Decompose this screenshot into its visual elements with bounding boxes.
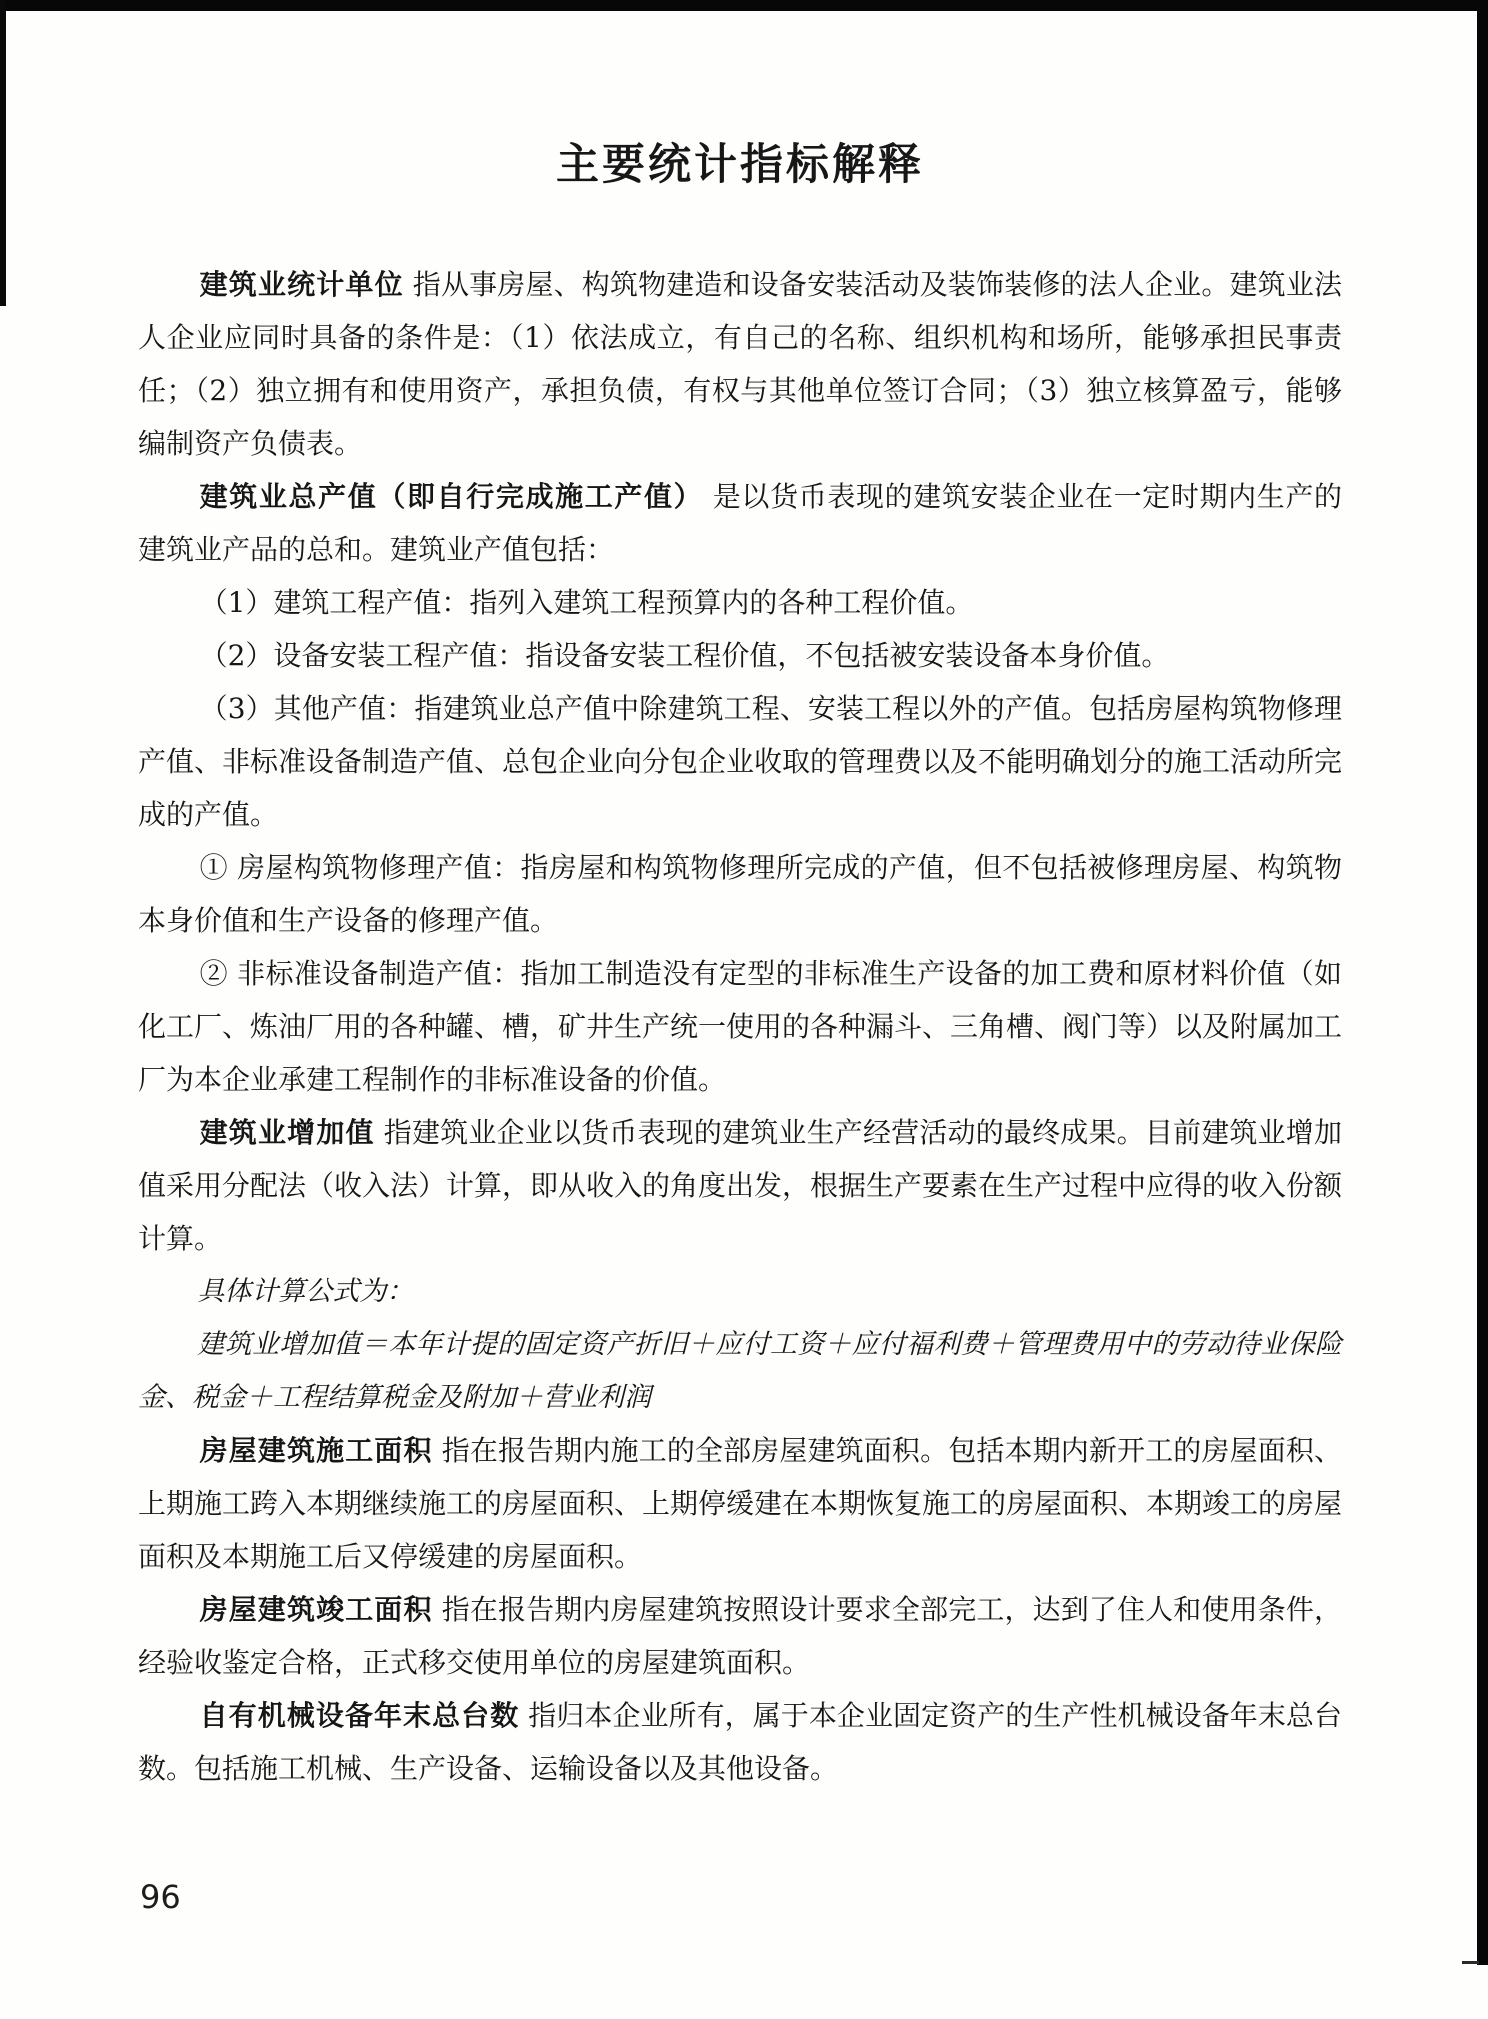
formula-paragraph (138, 1265, 1342, 1318)
paragraph (138, 947, 1342, 1106)
page-number: 96 (140, 1878, 181, 1916)
paragraph (138, 1689, 1342, 1795)
paragraph-text: （2）设备安装工程产值：指设备安装工程价值，不包括被安装设备本身价值。 (199, 639, 1170, 672)
term-label: 房屋建筑竣工面积 (199, 1593, 433, 1626)
paragraph-text: ② 非标准设备制造产值：指加工制造没有定型的非标准生产设备的加工费和原材料价值（如化工厂、炼油厂用的各种罐、槽，矿井生产统一使用的各种漏斗、三角槽、阀门等）以及附属加工厂为本企业承建工程制作的非标准设备的价值。 (138, 957, 1343, 1096)
formula-paragraph (138, 1318, 1342, 1424)
paragraph-text: 指从事房屋、构筑物建造和设备安装活动及装饰装修的法人企业。建筑业法人企业应同时具备的条件是：（1）依法成立，有自己的名称、组织机构和场所，能够承担民事责任；（2）独立拥有和使用资产，承担负债，有权与其他单位签订合同；（3）独立核算盈亏，能够编制资产负债表。 (138, 268, 1342, 460)
paragraph-text: ① 房屋构筑物修理产值：指房屋和构筑物修理所完成的产值，但不包括被修理房屋、构筑物本身价值和生产设备的修理产值。 (138, 851, 1342, 937)
scan-edge-right (1477, 0, 1488, 1965)
paragraph-text: （1）建筑工程产值：指列入建筑工程预算内的各种工程价值。 (199, 586, 974, 619)
scan-edge-top (0, 0, 1488, 11)
term-label: 自有机械设备年末总台数 (199, 1699, 520, 1732)
scan-edge-right-tick (1462, 1961, 1479, 1964)
paragraph (138, 1583, 1342, 1689)
paragraph (138, 629, 1342, 682)
paragraph-text: （3）其他产值：指建筑业总产值中除建筑工程、安装工程以外的产值。包括房屋构筑物修理产值、非标准设备制造产值、总包企业向分包企业收取的管理费以及不能明确划分的施工活动所完成的产值。 (138, 692, 1343, 831)
paragraph (138, 576, 1342, 629)
paragraph (138, 682, 1342, 841)
paragraph-text: 指建筑业企业以货币表现的建筑业生产经营活动的最终成果。目前建筑业增加值采用分配法（收入法）计算，即从收入的角度出发，根据生产要素在生产过程中应得的收入份额计算。 (138, 1116, 1343, 1255)
body-text (138, 258, 1342, 1795)
term-label: 建筑业增加值 (199, 1116, 375, 1149)
paragraph-text: 具体计算公式为： (197, 1276, 414, 1307)
paragraph-text: 是以货币表现的建筑安装企业在一定时期内生产的建筑业产品的总和。建筑业产值包括： (138, 480, 1342, 566)
paragraph-text: 指在报告期内施工的全部房屋建筑面积。包括本期内新开工的房屋面积、上期施工跨入本期继续施工的房屋面积、上期停缓建在本期恢复施工的房屋面积、本期竣工的房屋面积及本期施工后又停缓建的房屋面积。 (138, 1434, 1343, 1573)
paragraph-text: 建筑业增加值＝本年计提的固定资产折旧＋应付工资＋应付福利费＋管理费用中的劳动待业保险金、税金＋工程结算税金及附加＋营业利润 (138, 1329, 1342, 1413)
paragraph-text: 指在报告期内房屋建筑按照设计要求全部完工，达到了住人和使用条件，经验收鉴定合格，正式移交使用单位的房屋建筑面积。 (138, 1593, 1342, 1679)
paragraph (138, 1106, 1342, 1265)
scan-edge-left (0, 0, 6, 306)
paragraph (138, 258, 1342, 470)
term-label: 房屋建筑施工面积 (199, 1434, 433, 1467)
paragraph (138, 1424, 1342, 1583)
term-label: 建筑业统计单位 (199, 268, 404, 301)
paragraph (138, 470, 1342, 576)
term-label: 建筑业总产值（即自行完成施工产值） (199, 480, 704, 513)
paragraph-text: 指归本企业所有，属于本企业固定资产的生产性机械设备年末总台数。包括施工机械、生产设备、运输设备以及其他设备。 (138, 1699, 1342, 1785)
page-title: 主要统计指标解释 (556, 140, 924, 190)
paragraph (138, 841, 1342, 947)
